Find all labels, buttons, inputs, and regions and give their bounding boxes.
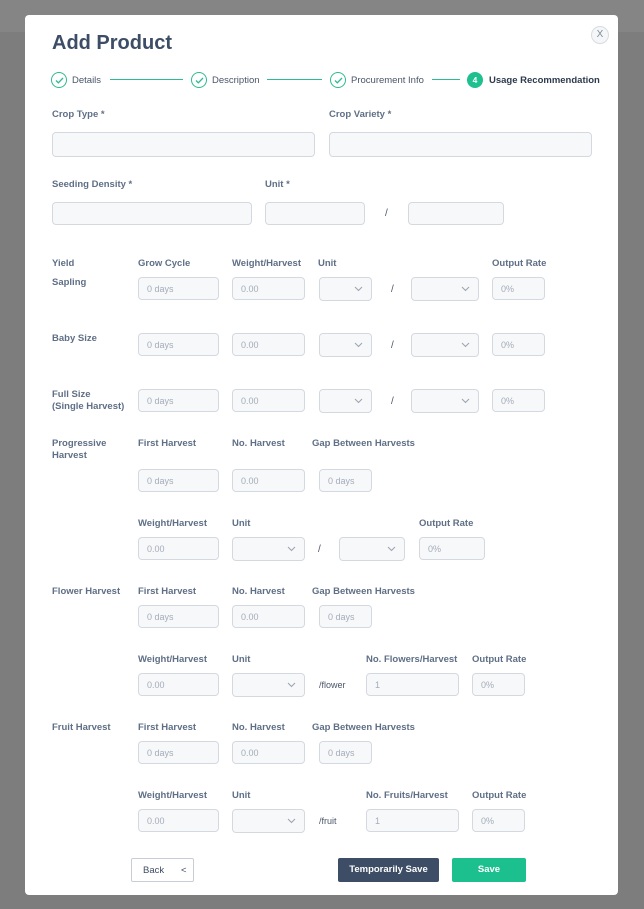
baby-size-output-rate-input[interactable]: 0% bbox=[492, 333, 545, 356]
fruit-first-harvest-label: First Harvest bbox=[138, 722, 197, 733]
sapling-unit-denominator-select[interactable] bbox=[411, 277, 479, 301]
flower-output-label: Output Rate bbox=[472, 654, 527, 665]
unit-label: Unit * bbox=[265, 179, 290, 190]
chevron-down-icon bbox=[461, 398, 470, 404]
flower-gap-label: Gap Between Harvests bbox=[312, 586, 415, 597]
baby-size-grow-cycle-input[interactable]: 0 days bbox=[138, 333, 219, 356]
seeding-unit-denominator-input[interactable] bbox=[408, 202, 504, 225]
crop-variety-label: Crop Variety * bbox=[329, 109, 392, 120]
fruit-no-harvest-label: No. Harvest bbox=[232, 722, 285, 733]
unit-separator: / bbox=[391, 396, 394, 407]
progressive-weight-input[interactable]: 0.00 bbox=[138, 537, 219, 560]
unit-separator: / bbox=[318, 544, 321, 555]
progressive-gap-label: Gap Between Harvests bbox=[312, 438, 415, 449]
sapling-weight-input[interactable]: 0.00 bbox=[232, 277, 305, 300]
full-size-unit-select[interactable] bbox=[319, 389, 372, 413]
flower-harvest-label: Flower Harvest bbox=[52, 586, 121, 597]
progressive-label-line2: Harvest bbox=[52, 450, 87, 461]
sapling-output-rate-input[interactable]: 0% bbox=[492, 277, 545, 300]
progressive-unit-label: Unit bbox=[232, 518, 251, 529]
full-size-grow-cycle-input[interactable]: 0 days bbox=[138, 389, 219, 412]
output-rate-header: Output Rate bbox=[492, 258, 547, 269]
progressive-gap-input[interactable]: 0 days bbox=[319, 469, 372, 492]
step-details[interactable] bbox=[51, 72, 101, 88]
seeding-density-input[interactable] bbox=[52, 202, 252, 225]
full-size-label-line1: Full Size bbox=[52, 389, 91, 400]
baby-size-label: Baby Size bbox=[52, 333, 97, 344]
fruit-first-harvest-input[interactable]: 0 days bbox=[138, 741, 219, 764]
step-label: Usage Recommendation bbox=[489, 74, 600, 86]
progressive-output-label: Output Rate bbox=[419, 518, 474, 529]
chevron-down-icon bbox=[287, 682, 296, 688]
step-label: Description bbox=[212, 74, 260, 86]
full-size-label bbox=[52, 389, 124, 413]
fruit-gap-label: Gap Between Harvests bbox=[312, 722, 415, 733]
baby-size-unit-select[interactable] bbox=[319, 333, 372, 357]
check-icon bbox=[51, 72, 67, 88]
back-button-label: Back bbox=[143, 865, 165, 876]
step-connector bbox=[432, 79, 460, 80]
full-size-output-rate-input[interactable]: 0% bbox=[492, 389, 545, 412]
back-button[interactable] bbox=[131, 858, 194, 882]
seeding-unit-input[interactable] bbox=[265, 202, 365, 225]
unit-header: Unit bbox=[318, 258, 337, 269]
progressive-first-harvest-input[interactable]: 0 days bbox=[138, 469, 219, 492]
modal-title: Add Product bbox=[52, 32, 172, 54]
step-connector bbox=[267, 79, 322, 80]
seeding-density-label: Seeding Density * bbox=[52, 179, 133, 190]
flower-gap-input[interactable]: 0 days bbox=[319, 605, 372, 628]
flower-unit-select[interactable] bbox=[232, 673, 305, 697]
flower-output-rate-input[interactable]: 0% bbox=[472, 673, 525, 696]
progressive-no-harvest-input[interactable]: 0.00 bbox=[232, 469, 305, 492]
progressive-first-harvest-label: First Harvest bbox=[138, 438, 197, 449]
fruit-harvest-label: Fruit Harvest bbox=[52, 722, 111, 733]
chevron-down-icon bbox=[287, 546, 296, 552]
fruit-output-label: Output Rate bbox=[472, 790, 527, 801]
flower-no-harvest-input[interactable]: 0.00 bbox=[232, 605, 305, 628]
close-button[interactable]: X bbox=[591, 26, 609, 44]
chevron-down-icon bbox=[354, 398, 363, 404]
unit-separator: / bbox=[391, 284, 394, 295]
flower-no-harvest-label: No. Harvest bbox=[232, 586, 285, 597]
check-icon bbox=[191, 72, 207, 88]
fruit-output-rate-input[interactable]: 0% bbox=[472, 809, 525, 832]
add-product-modal bbox=[25, 15, 618, 895]
fruit-weight-input[interactable]: 0.00 bbox=[138, 809, 219, 832]
fruit-count-input[interactable]: 1 bbox=[366, 809, 459, 832]
full-size-unit-denominator-select[interactable] bbox=[411, 389, 479, 413]
chevron-down-icon bbox=[461, 342, 470, 348]
progressive-label-line1: Progressive bbox=[52, 438, 107, 449]
progressive-unit-select[interactable] bbox=[232, 537, 305, 561]
crop-type-label: Crop Type * bbox=[52, 109, 105, 120]
chevron-down-icon bbox=[461, 286, 470, 292]
step-label: Details bbox=[72, 74, 102, 86]
flower-first-harvest-input[interactable]: 0 days bbox=[138, 605, 219, 628]
chevron-down-icon bbox=[354, 286, 363, 292]
step-usage-recommendation[interactable] bbox=[467, 72, 600, 88]
progressive-weight-label: Weight/Harvest bbox=[138, 518, 207, 529]
temporarily-save-button[interactable]: Temporarily Save bbox=[338, 858, 439, 882]
sapling-grow-cycle-input[interactable]: 0 days bbox=[138, 277, 219, 300]
chevron-down-icon bbox=[387, 546, 396, 552]
sapling-unit-select[interactable] bbox=[319, 277, 372, 301]
step-connector bbox=[110, 79, 183, 80]
full-size-label-line2: (Single Harvest) bbox=[52, 401, 125, 412]
fruit-gap-input[interactable]: 0 days bbox=[319, 741, 372, 764]
check-icon bbox=[330, 72, 346, 88]
save-button[interactable]: Save bbox=[452, 858, 526, 882]
crop-type-input[interactable] bbox=[52, 132, 315, 157]
chevron-left-icon: < bbox=[181, 865, 187, 876]
flower-unit-label: Unit bbox=[232, 654, 251, 665]
progressive-no-harvest-label: No. Harvest bbox=[232, 438, 285, 449]
weight-harvest-header: Weight/Harvest bbox=[232, 258, 301, 269]
flower-weight-input[interactable]: 0.00 bbox=[138, 673, 219, 696]
fruit-unit-select[interactable] bbox=[232, 809, 305, 833]
step-number: 4 bbox=[467, 72, 483, 88]
per-flower-text: /flower bbox=[319, 680, 346, 690]
baby-size-unit-denominator-select[interactable] bbox=[411, 333, 479, 357]
sapling-label: Sapling bbox=[52, 277, 87, 288]
grow-cycle-header: Grow Cycle bbox=[138, 258, 191, 269]
per-fruit-text: /fruit bbox=[319, 816, 337, 826]
progressive-output-rate-input[interactable]: 0% bbox=[419, 537, 485, 560]
fruit-weight-label: Weight/Harvest bbox=[138, 790, 207, 801]
progressive-unit-denominator-select[interactable] bbox=[339, 537, 405, 561]
chevron-down-icon bbox=[287, 818, 296, 824]
baby-size-weight-input[interactable]: 0.00 bbox=[232, 333, 305, 356]
flower-first-harvest-label: First Harvest bbox=[138, 586, 197, 597]
step-procurement-info[interactable] bbox=[330, 72, 424, 88]
step-label: Procurement Info bbox=[351, 74, 424, 86]
fruit-count-label: No. Fruits/Harvest bbox=[366, 790, 448, 801]
yield-heading: Yield bbox=[52, 258, 75, 269]
progressive-harvest-label bbox=[52, 438, 106, 462]
crop-variety-input[interactable] bbox=[329, 132, 592, 157]
step-description[interactable] bbox=[191, 72, 260, 88]
flower-count-input[interactable]: 1 bbox=[366, 673, 459, 696]
fruit-unit-label: Unit bbox=[232, 790, 251, 801]
flower-count-label: No. Flowers/Harvest bbox=[366, 654, 458, 665]
unit-separator: / bbox=[391, 340, 394, 351]
fruit-no-harvest-input[interactable]: 0.00 bbox=[232, 741, 305, 764]
full-size-weight-input[interactable]: 0.00 bbox=[232, 389, 305, 412]
unit-separator: / bbox=[385, 208, 388, 219]
flower-weight-label: Weight/Harvest bbox=[138, 654, 207, 665]
chevron-down-icon bbox=[354, 342, 363, 348]
